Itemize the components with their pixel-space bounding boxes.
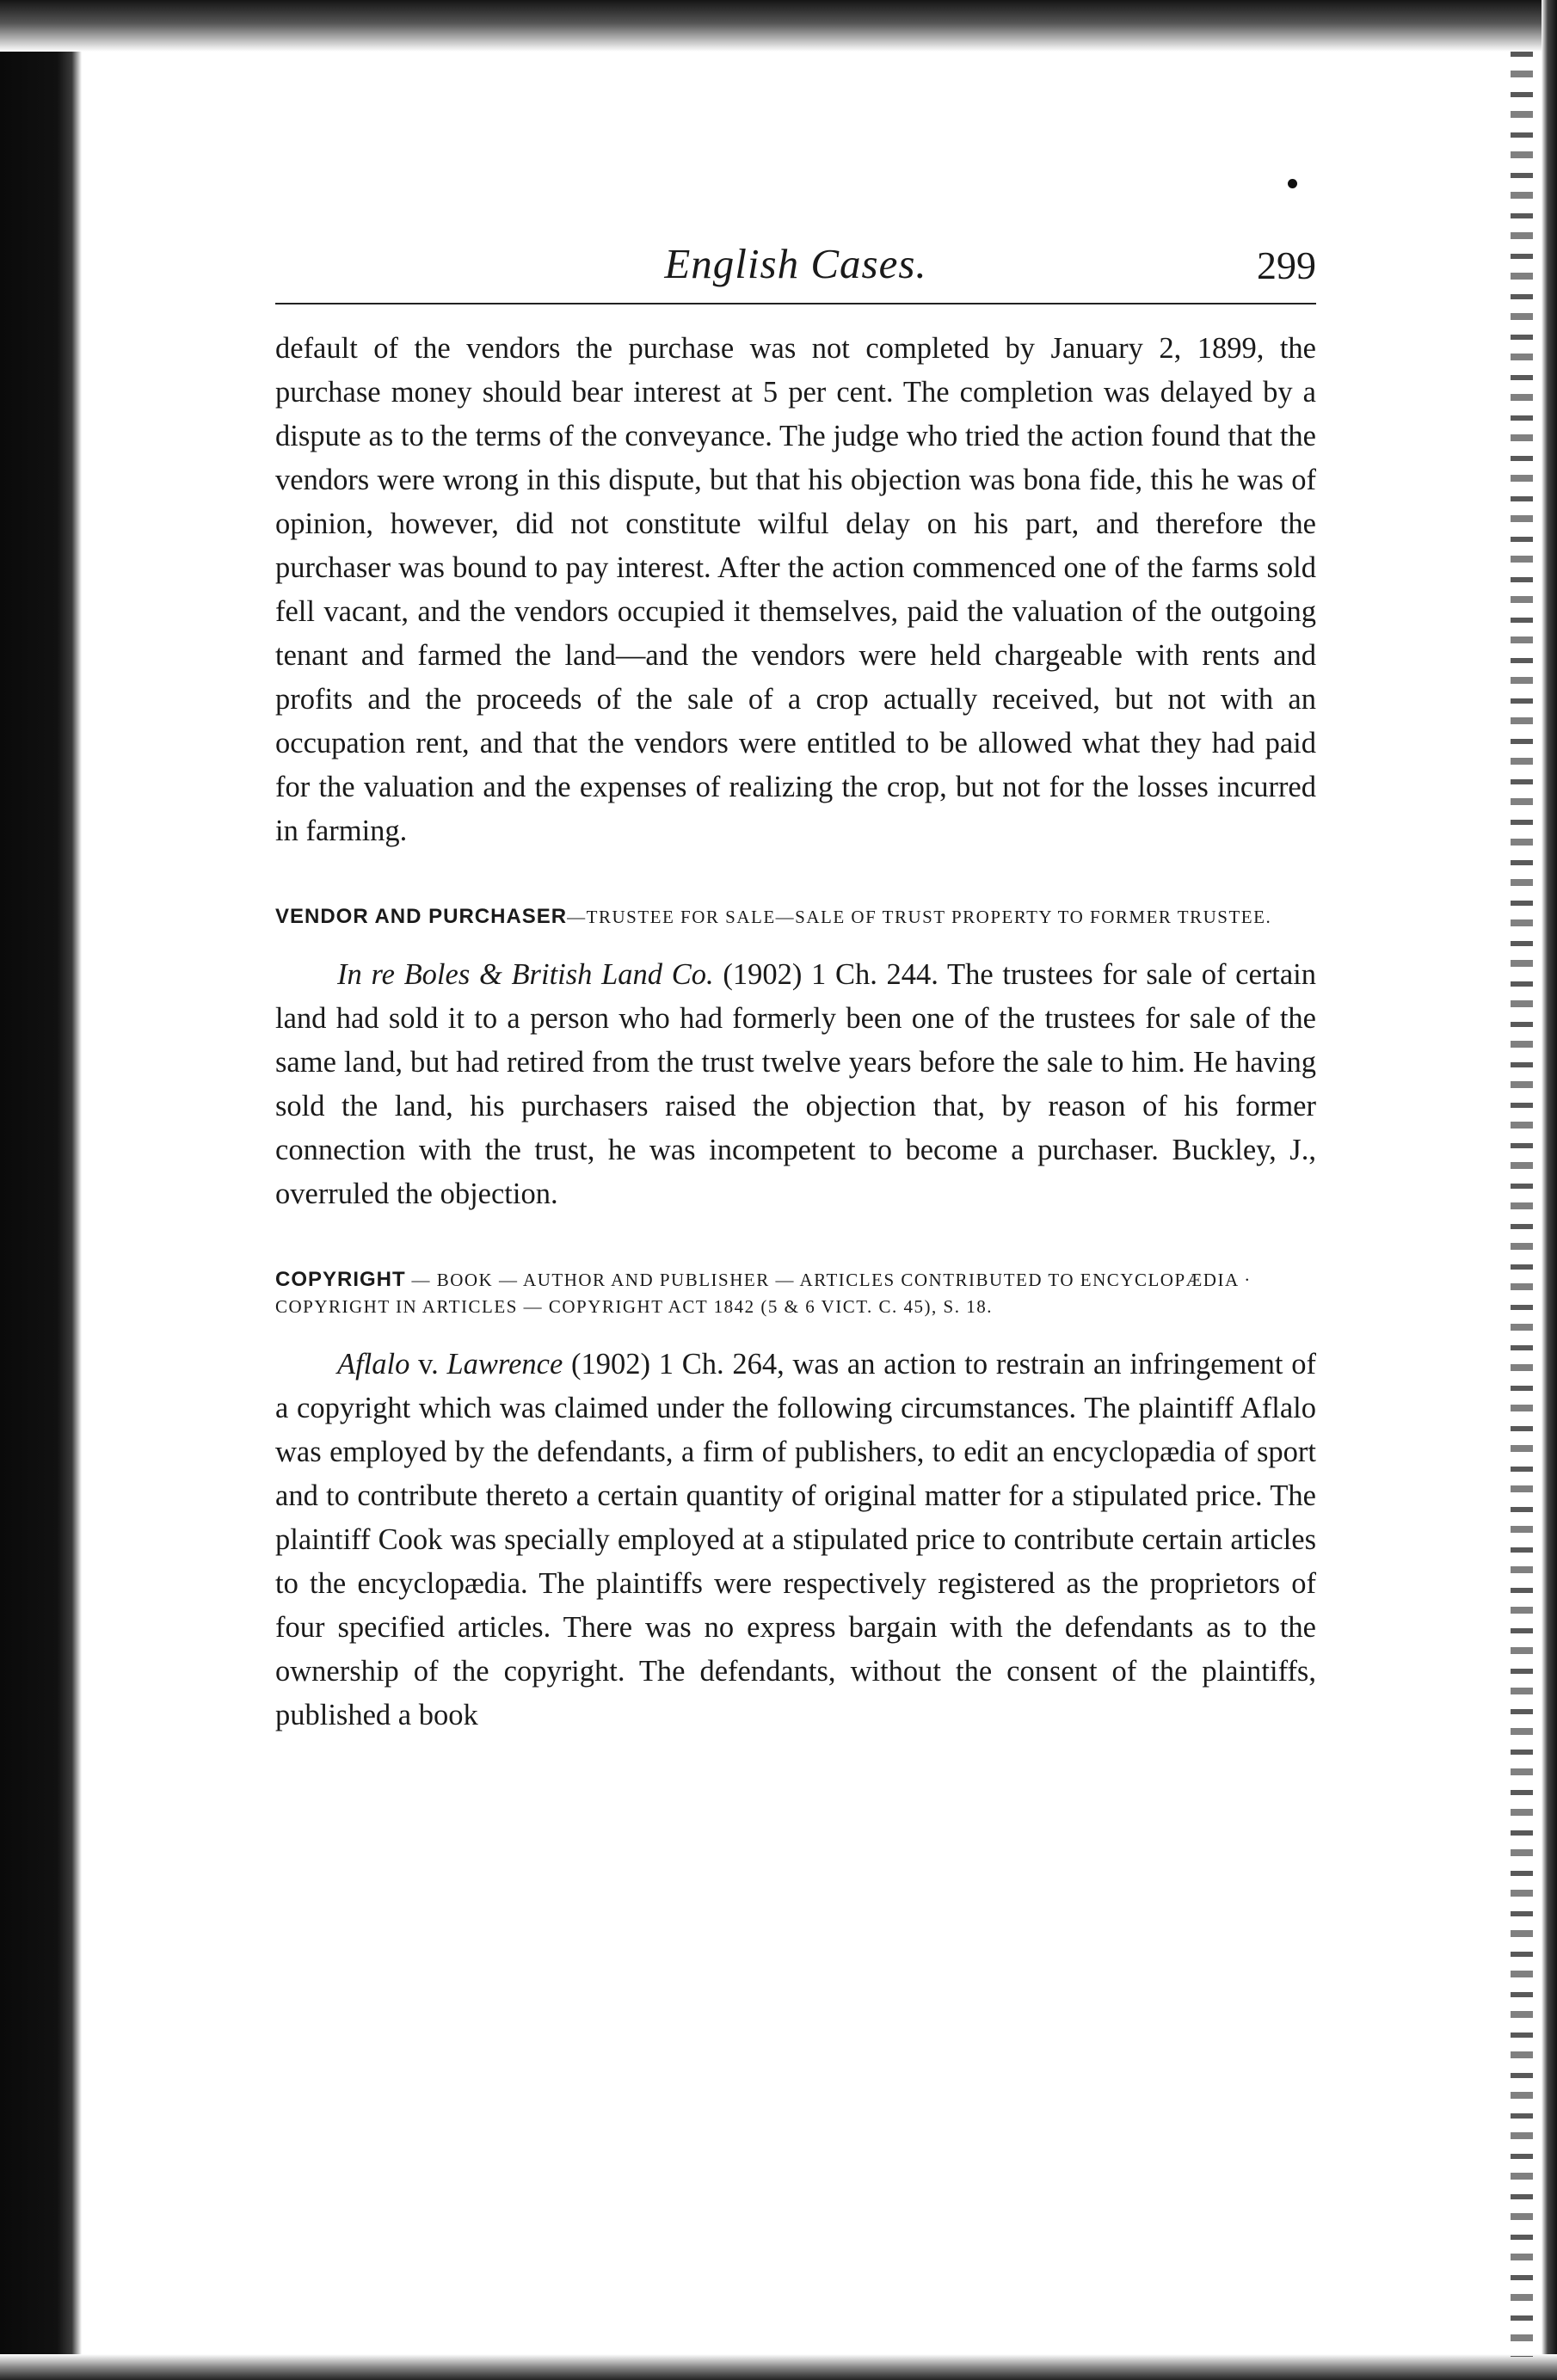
scan-border-bottom <box>0 2354 1557 2380</box>
case-party-plaintiff: Aflalo <box>337 1348 410 1381</box>
stray-ink-dot <box>1288 179 1297 188</box>
header-rule <box>275 303 1316 304</box>
case-party-defendant: Lawrence <box>446 1348 563 1381</box>
scan-border-left <box>0 0 82 2380</box>
heading-subtopics: — BOOK — AUTHOR AND PUBLISHER — ARTICLES CONTRIBUTED TO ENCYCLOPÆDIA · COPYRIGHT IN ARTICLES — COPYRIGHT ACT 1842 (5 & 6 VICT. C. 45), S. 18. <box>275 1270 1252 1317</box>
case-text: The trustees for sale of certain land had sold it to a person who had formerly been one of the trustees for sale of the same land, but had retired from the trust twelve years before the sale to him. He having sold the land, his purchasers raised the objection that, by reason of his former connection with the trust, he was incompetent to become a purchaser. Buckley, J., overruled the objection. <box>275 958 1316 1210</box>
case-citation: (1902) 1 Ch. 244. <box>723 958 939 991</box>
section-heading-copyright <box>275 1266 1316 1320</box>
case-text: was an action to restrain an infringement of a copyright which was claimed under the following circumstances. The plaintiff Aflalo was employed by the defendants, a firm of publishers, to edit an encyclopædia of sport and to contribute thereto a certain quantity of original matter for a stipulated price. The plaintiff Cook was specially employed at a stipulated price to contribute certain articles to the encyclopædia. The plaintiffs were respectively registered as the proprietors of four specified articles. There was no express bargain with the defendants as to the ownership of the copyright. The defendants, without the consent of the plaintiffs, published a book <box>275 1348 1317 1731</box>
scan-border-top <box>0 0 1557 52</box>
scan-border-right <box>1542 0 1557 2380</box>
heading-subtopics: —TRUSTEE FOR SALE—SALE OF TRUST PROPERTY TO FORMER TRUSTEE. <box>567 907 1272 927</box>
heading-keyword: COPYRIGHT <box>275 1268 406 1291</box>
case-paragraph-copyright <box>275 1343 1316 1737</box>
case-name: In re Boles & British Land Co. <box>337 958 714 991</box>
running-title: English Cases. <box>664 240 927 287</box>
section-heading-vendor <box>275 903 1316 931</box>
case-versus: v. <box>409 1348 447 1381</box>
binding-gutter-marks <box>1511 52 1533 2357</box>
running-head <box>275 232 1316 294</box>
paragraph-continued: default of the vendors the purchase was not completed by January 2, 1899, the purchase money should bear interest at 5 per cent. The completion was delayed by a dispute as to the terms of the conveyance. The judge who tried the action found that the vendors were wrong in this dispute, but that his objection was bona fide, this he was of opinion, however, did not constitute wilful delay on his part, and therefore the purchaser was bound to pay interest. After the action commenced one of the farms sold fell vacant, and the vendors occupied it themselves, paid the valuation of the outgoing tenant and farmed the land—and the vendors were held chargeable with rents and profits and the proceeds of the sale of a crop actually received, but not with an occupation rent, and that the vendors were entitled to be allowed what they had paid for the valuation and the expenses of realizing the crop, but not for the losses incurred in farming. <box>275 332 1316 847</box>
case-citation: (1902) 1 Ch. 264, <box>571 1348 785 1381</box>
page-number: 299 <box>1257 243 1316 287</box>
case-paragraph-vendor <box>275 953 1316 1216</box>
book-page <box>275 232 1316 1737</box>
heading-keyword: VENDOR AND PURCHASER <box>275 905 568 928</box>
